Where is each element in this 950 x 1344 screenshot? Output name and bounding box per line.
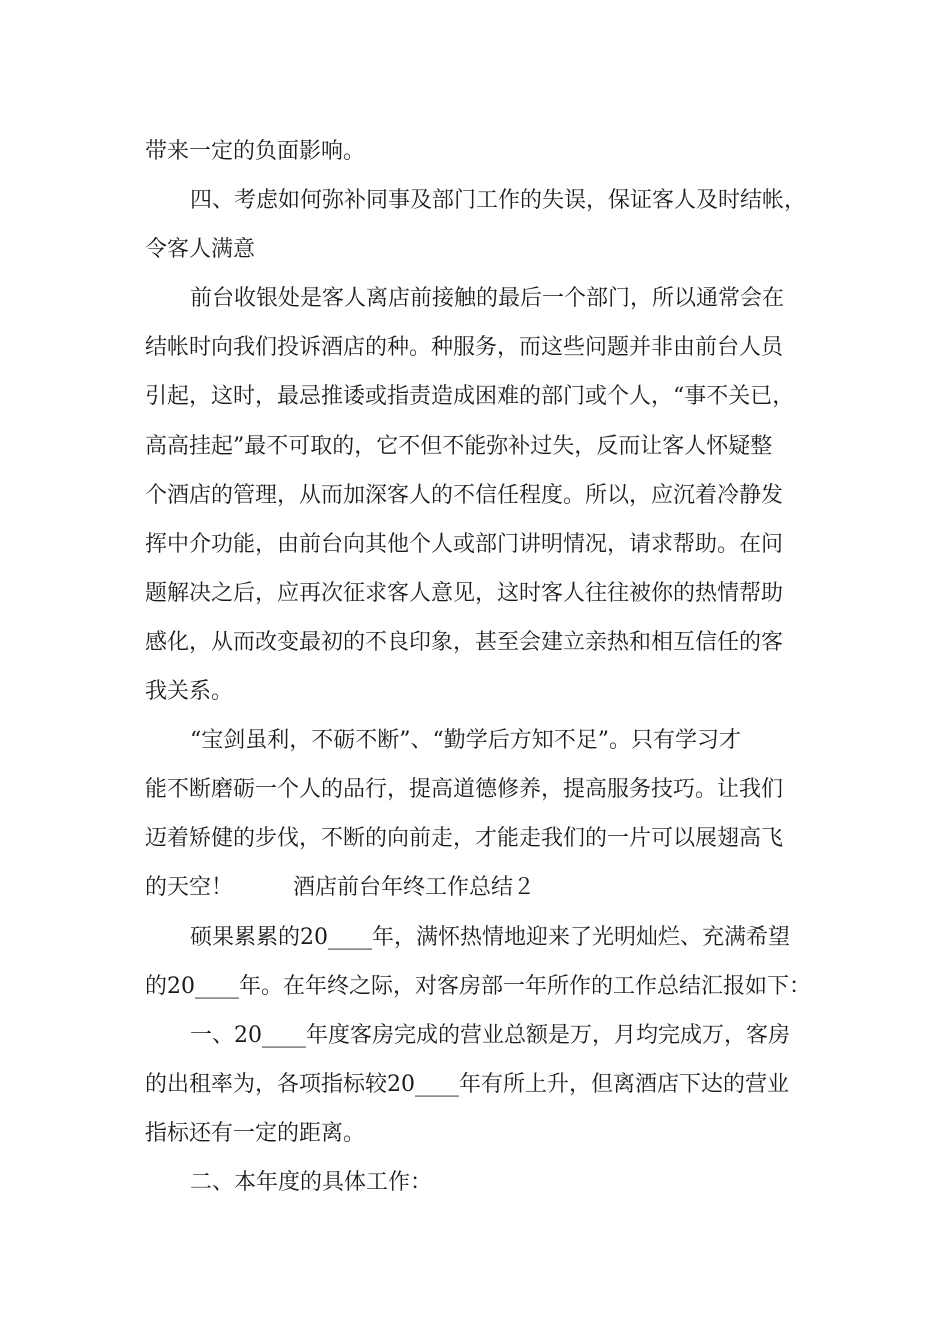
text-line: 我关系。 [145, 679, 234, 705]
text-line: 高高挂起”最不可取的，它不但不能弥补过失，反而让客人怀疑整 [145, 433, 773, 459]
document-body [145, 127, 810, 1207]
text-line: 个酒店的管理，从而加深客人的不信任程度。所以，应沉着冷静发 [145, 482, 784, 508]
text-fragment: 的天空！ [145, 875, 234, 901]
text-line-with-title [145, 863, 810, 912]
text-line: 感化，从而改变最初的不良印象，甚至会建立亲热和相互信任的客 [145, 629, 784, 655]
text-line: 能不断磨砺一个人的品行，提高道德修养，提高服务技巧。让我们 [145, 777, 784, 803]
text-line: 结帐时向我们投诉酒店的种。种服务，而这些问题并非由前台人员 [145, 335, 784, 361]
text-line: 的20____年。在年终之际，对客房部一年所作的工作总结汇报如下： [145, 973, 811, 999]
text-line: 挥中介功能，由前台向其他个人或部门讲明情况，请求帮助。在问 [145, 531, 784, 557]
text-line: 硕果累累的20____年，满怀热情地迎来了光明灿烂、充满希望 [190, 924, 790, 950]
text-line: 引起，这时，最忌推诿或指责造成困难的部门或个人，“事不关已， [145, 384, 795, 410]
text-line: “宝剑虽利，不砺不断”、“勤学后方知不足”。只有学习才 [190, 728, 741, 754]
text-line: 令客人满意 [145, 237, 256, 263]
text-line: 一、20____年度客房完成的营业总额是万，月均完成万，客房 [190, 1022, 790, 1048]
text-line: 题解决之后，应再次征求客人意见，这时客人往往被你的热情帮助 [145, 580, 784, 606]
text-line: 四、考虑如何弥补同事及部门工作的失误，保证客人及时结帐， [190, 188, 807, 214]
text-line: 的出租率为，各项指标较20____年有所上升，但离酒店下达的营业 [145, 1071, 789, 1097]
section-title: 酒店前台年终工作总结２ [293, 875, 536, 901]
text-line: 迈着矫健的步伐，不断的向前走，才能走我们的一片可以展翅高飞 [145, 826, 784, 852]
text-line: 带来一定的负面影响。 [145, 139, 366, 164]
text-line: 前台收银处是客人离店前接触的最后一个部门，所以通常会在 [190, 286, 785, 312]
text-line: 指标还有一定的距离。 [145, 1120, 366, 1146]
text-line: 二、本年度的具体工作： [190, 1169, 433, 1195]
